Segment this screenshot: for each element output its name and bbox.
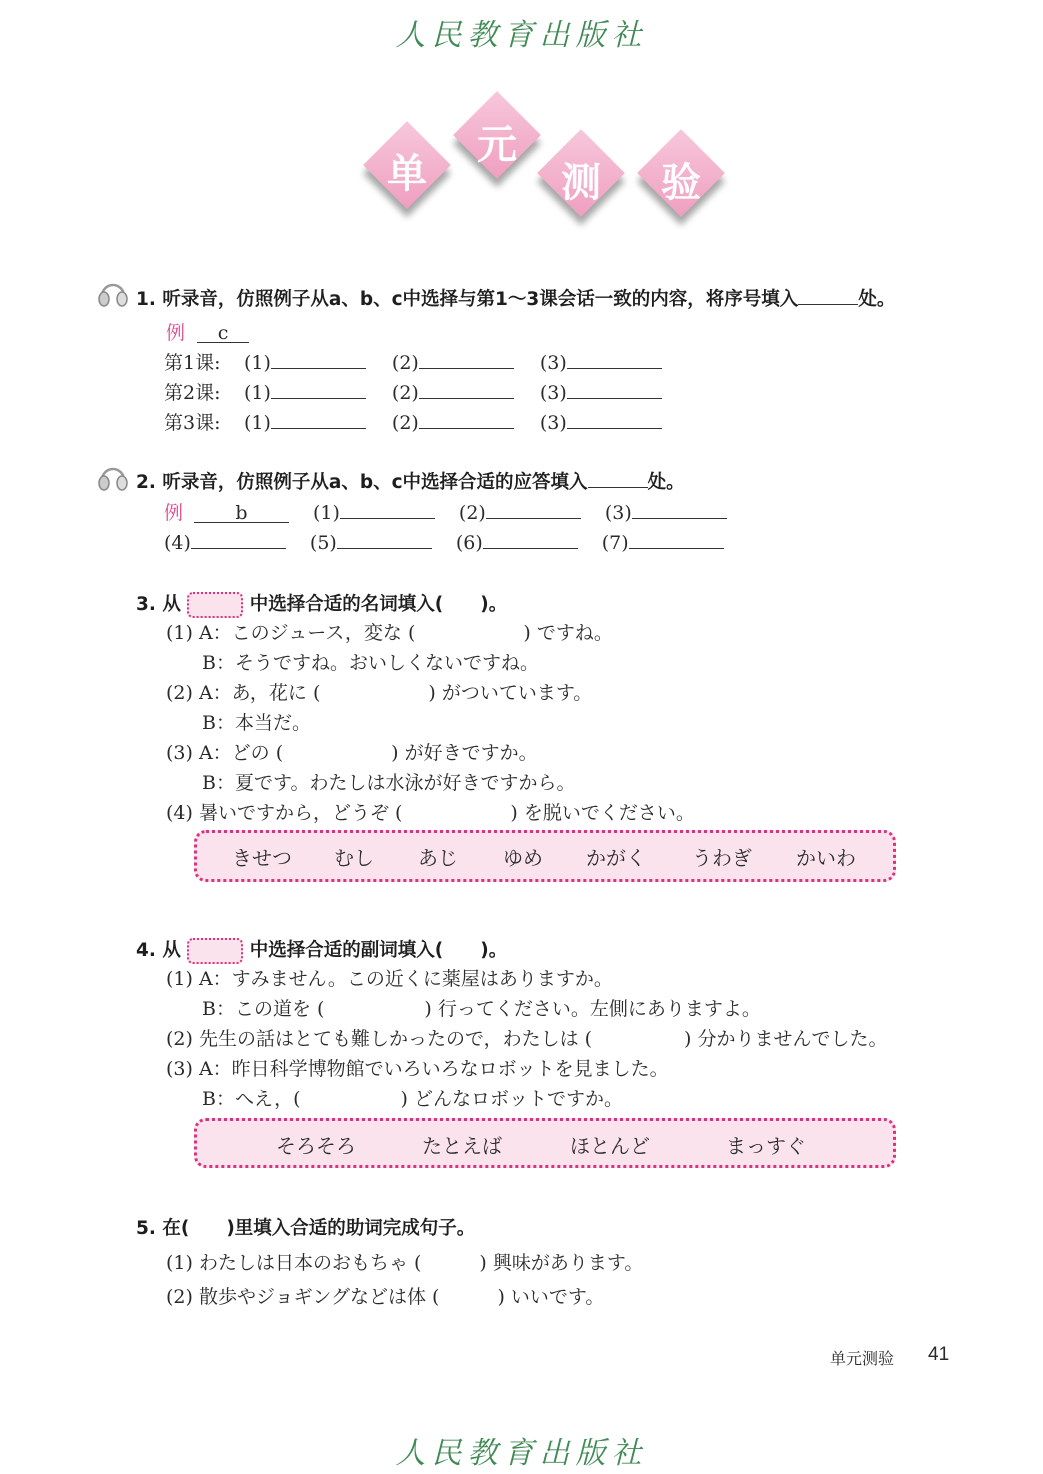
line-text: ) ですね。 [523,622,613,644]
line-text: ) 行ってください。左側にありますよ。 [424,998,761,1020]
item-number: (2) [391,352,419,374]
answer-blank[interactable] [567,348,662,369]
q1-title-end: 处。 [858,289,896,310]
q5-title [136,1214,475,1240]
item-number: (4) [164,532,191,554]
item-number: (2) [391,412,419,434]
row-label: 第2课: [164,382,221,404]
answer-blank[interactable] [271,408,366,429]
answer-blank[interactable] [419,348,514,369]
line-text: ) が好きですか。 [391,742,538,764]
answer-blank[interactable] [419,408,514,429]
q5-line [166,1282,604,1309]
item-number: (7) [601,532,629,554]
example-answer: b [194,502,289,523]
q1-title [136,284,895,311]
q3-number: 3. [136,594,156,615]
line-text: ) がついています。 [428,682,593,704]
row-label: 第3课: [164,412,221,434]
answer-blank[interactable] [567,408,662,429]
q1-number: 1. [136,289,156,310]
publisher-header: 人民教育出版社 [395,18,648,53]
q2-title-blank [588,467,648,488]
q3-line: B：本当だ。 [202,712,311,734]
line-text: (3) A：どの ( [166,742,284,764]
q1-row [164,378,662,405]
q3-title-post: 中选择合适的名词填入( )。 [249,594,508,615]
line-text: (2) A：あ，花に ( [166,682,321,704]
choice-word: ゆめ [503,846,543,870]
q2-title-end: 处。 [647,472,685,493]
q4-line: (3) A：昨日科学博物館でいろいろなロボットを見ました。 [166,1058,669,1080]
q1-instruction: 听录音，仿照例子从a、b、c中选择与第1～3课会话一致的内容，将序号填入 [162,289,799,310]
choice-word: きせつ [232,846,292,870]
title-char: 单 [387,151,427,197]
q3-line: B：夏です。わたしは水泳が好きですから。 [202,772,576,794]
answer-blank[interactable] [486,498,581,519]
answer-blank[interactable] [340,498,435,519]
q1-example [166,318,249,345]
choice-word: うわぎ [692,846,752,870]
q1-title-blank [798,284,858,305]
choice-word: むし [334,846,374,870]
choice-word: たとえば [422,1134,502,1158]
q4-line [166,1024,887,1051]
headphones-icon [96,460,130,494]
q4-title-post: 中选择合适的副词填入( )。 [249,940,508,961]
line-text: (2) 散歩やジョギングなどは体 ( [166,1286,440,1308]
q5-instruction: 在( )里填入合适的助词完成句子。 [162,1218,476,1239]
answer-blank[interactable] [271,348,366,369]
q2-instruction: 听录音，仿照例子从a、b、c中选择合适的应答填入 [162,472,588,493]
item-number: (3) [539,412,567,434]
item-number: (1) [313,502,340,524]
line-text: (2) 先生の話はとても難しかったので，わたしは ( [166,1028,593,1050]
row-label: 第1课: [164,352,221,374]
q2-row [164,498,727,525]
answer-blank[interactable] [337,528,432,549]
title-char: 验 [661,160,701,206]
item-number: (3) [604,502,632,524]
q4-line [202,994,761,1021]
unit-test-title [0,0,1043,240]
title-char: 元 [477,122,517,168]
item-number: (5) [309,532,337,554]
line-text: ) どんなロボットですか。 [400,1088,623,1110]
q2-title [136,467,685,494]
item-number: (3) [539,382,567,404]
line-text: (1) A：このジュース，変な ( [166,622,416,644]
q3-line [166,678,592,705]
choice-word: そろそろ [276,1134,356,1158]
example-answer: c [197,322,249,343]
answer-blank[interactable] [483,528,578,549]
q4-line: (1) A：すみません。この近くに薬屋はありますか。 [166,968,613,990]
answer-blank[interactable] [567,378,662,399]
example-label: 例 [166,322,186,344]
line-text: (1) わたしは日本のおもちゃ ( [166,1252,422,1274]
headphones-icon [96,276,130,310]
answer-blank[interactable] [629,528,724,549]
q3-line [166,738,538,765]
q5-line [166,1248,643,1275]
q1-row [164,408,662,435]
answer-blank[interactable] [419,378,514,399]
q3-title [136,590,507,618]
item-number: (6) [455,532,483,554]
choice-word: まっすぐ [726,1134,806,1158]
line-text: B：へえ，( [202,1088,301,1110]
line-text: ) いいです。 [497,1286,605,1308]
title-char: 测 [561,160,601,206]
choice-word: あじ [418,846,458,870]
q2-number: 2. [136,472,156,493]
answer-blank[interactable] [632,498,727,519]
answer-blank[interactable] [191,528,286,549]
footer-section: 单元测验 [830,1349,895,1368]
line-text: B：この道を ( [202,998,325,1020]
item-number: (3) [539,352,567,374]
item-number: (1) [244,412,271,434]
choice-word: かがく [586,846,646,870]
q2-row [164,528,724,554]
publisher-footer: 人民教育出版社 [395,1436,648,1471]
line-text: ) 興味があります。 [479,1252,644,1274]
q4-number: 4. [136,940,156,961]
page-number: 41 [928,1344,950,1365]
q1-row [164,348,662,375]
word-box-icon [187,592,243,618]
item-number: (2) [391,382,419,404]
q5-number: 5. [136,1218,156,1239]
item-number: (1) [244,382,271,404]
q3-line: B：そうですね。おいしくないですね。 [202,652,539,674]
q4-title [136,936,507,964]
q3-line [166,618,613,645]
line-text: ) を脱いでください。 [510,802,695,824]
q3-title-pre: 从 [162,594,181,615]
choice-word: かいわ [796,846,856,870]
example-label: 例 [164,502,184,524]
line-text: (4) 暑いですから，どうぞ ( [166,802,403,824]
q4-title-pre: 从 [162,940,181,961]
item-number: (2) [458,502,486,524]
q3-line [166,798,695,825]
word-box-icon [187,938,243,964]
line-text: ) 分かりませんでした。 [684,1028,888,1050]
q3-choice-box [194,830,896,882]
choice-word: ほとんど [570,1134,650,1158]
q4-line [202,1084,623,1111]
answer-blank[interactable] [271,378,366,399]
item-number: (1) [244,352,271,374]
